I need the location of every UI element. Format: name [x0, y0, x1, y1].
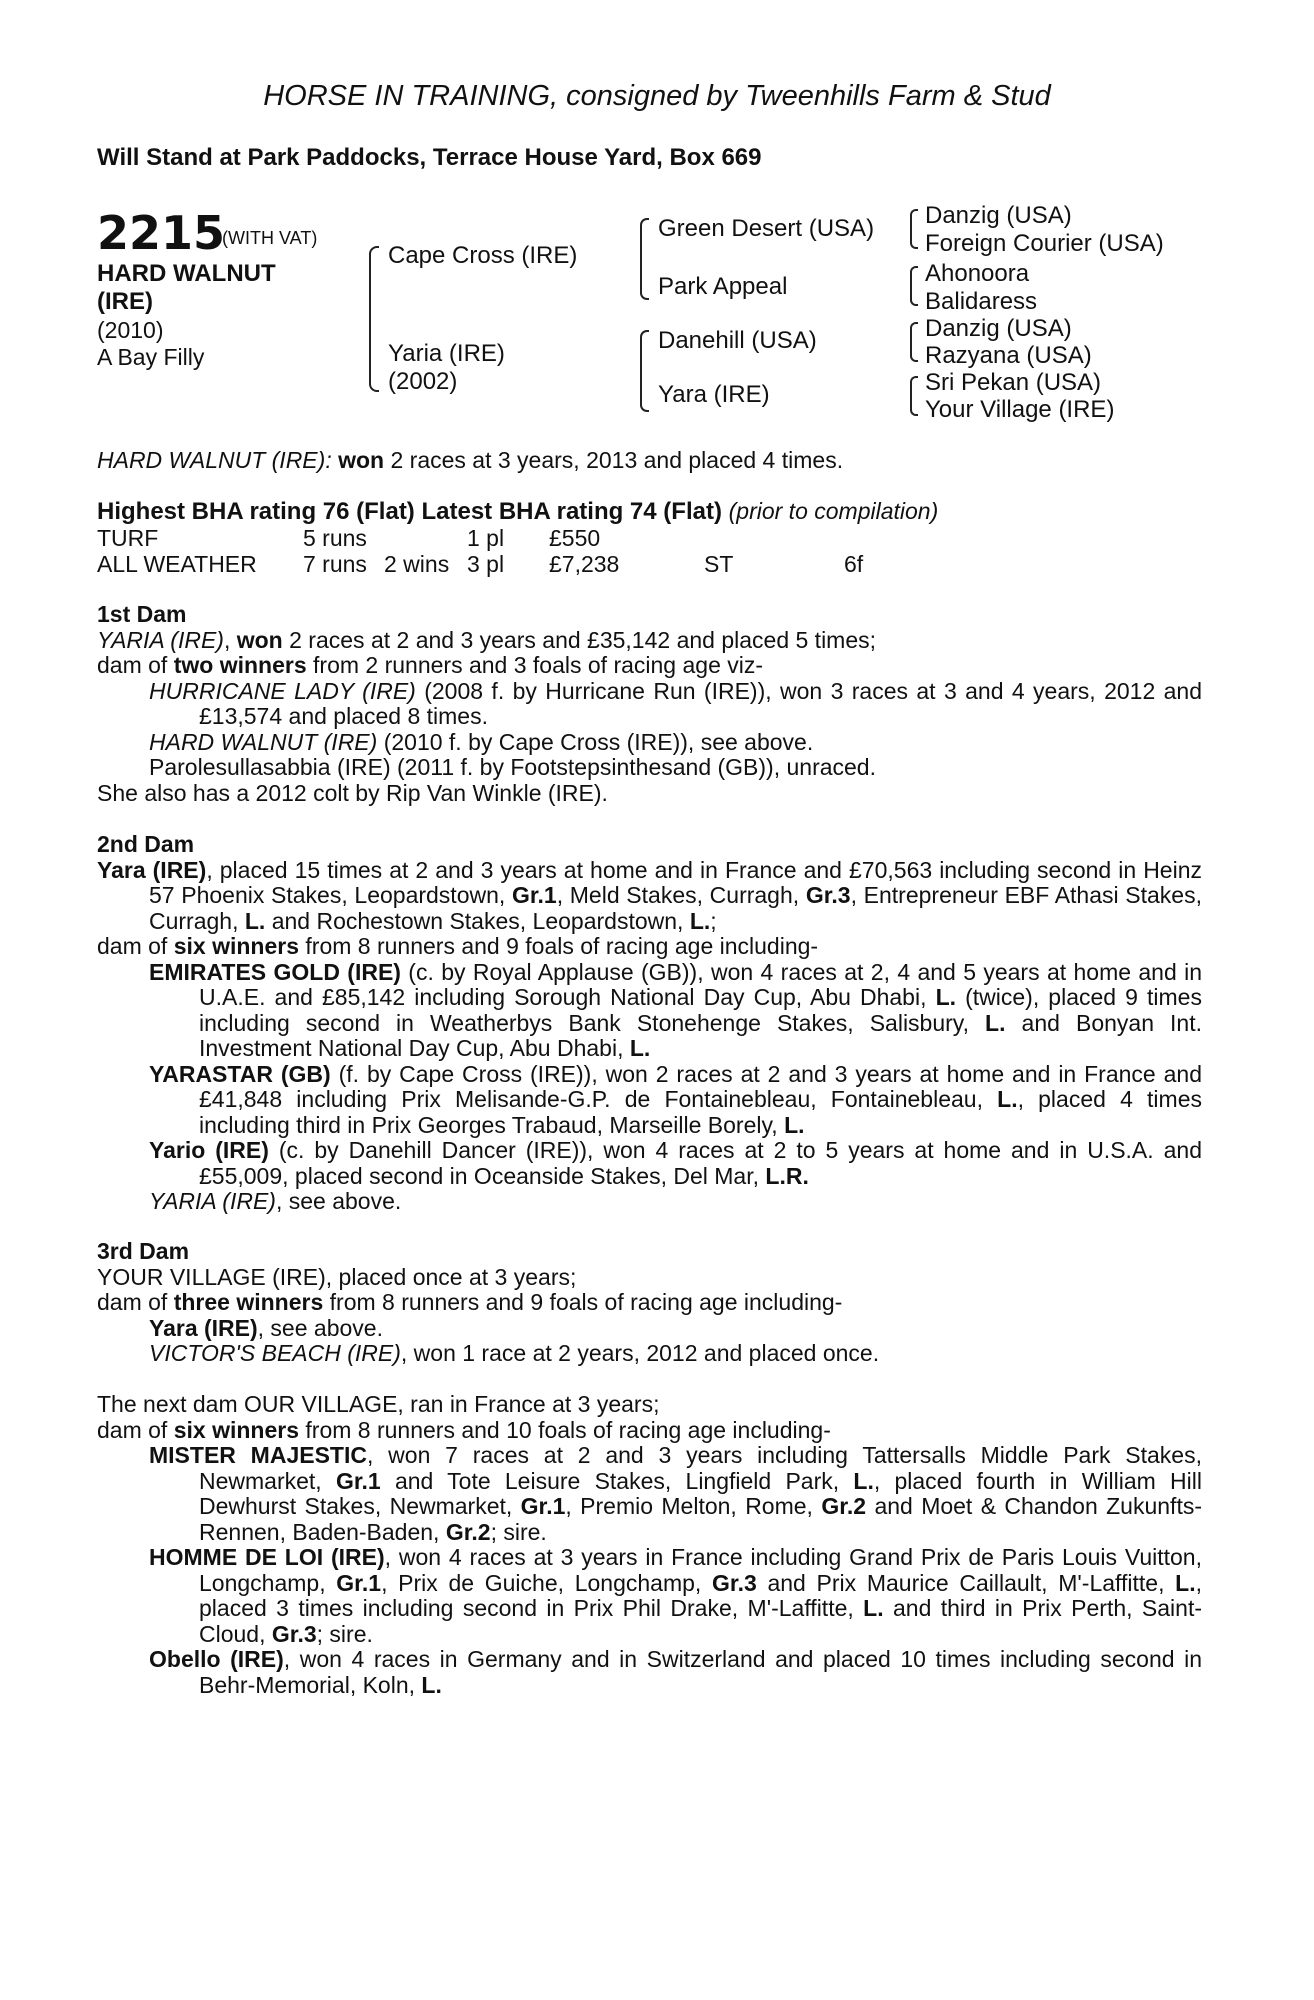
aw-money: £7,238	[549, 551, 620, 577]
pedigree-brace-sire	[640, 218, 649, 300]
homme-de-loi-text-4: , placed 3 times including second in Prix Phil Drake, M'-Laffitte,	[199, 1569, 1203, 1621]
summary-horse-name: HARD WALNUT (IRE)	[97, 447, 326, 473]
homme-de-loi-text-5: and third in Prix Perth, Saint-Cloud,	[199, 1595, 1202, 1647]
first-dam-winners: two winners	[173, 652, 307, 678]
second-dam-winners: six winners	[173, 933, 299, 959]
mister-majestic-g1: Gr.1	[335, 1467, 381, 1494]
pedigree-ssd: Foreign Courier (USA)	[925, 230, 1164, 257]
yaria-ref-name: YARIA (IRE)	[149, 1188, 276, 1214]
pedigree-dam-year: (2002)	[388, 368, 458, 395]
first-dam-record: 2 races at 2 and 3 years and £35,142 and placed 5 times;	[289, 626, 877, 653]
second-dam-text-2: , Meld Stakes, Curragh,	[556, 882, 806, 908]
pedigree-sire: Cape Cross (IRE)	[388, 242, 578, 269]
emirates-gold-text-3: and Bonyan Int. Investment National Day Cup, Abu Dhabi,	[199, 1009, 1202, 1061]
emirates-gold-text-1: (c. by Royal Applause (GB)), won 4 races at 2, 4 and 5 years at home and in U.A.E. and £85,142 including Sorough National Day Cup, Abu Dhabi,	[199, 958, 1203, 1010]
next-dam-damof: dam of	[97, 1416, 168, 1443]
third-dam-section	[97, 1239, 1202, 1367]
emirates-gold-l1: L.	[935, 984, 957, 1010]
next-dam-section	[97, 1392, 1202, 1698]
third-dam-heading: 3rd Dam	[97, 1238, 190, 1264]
first-dam-damof: dam of	[97, 652, 168, 678]
pedigree-sds: Ahonoora	[925, 260, 1030, 287]
summary-colon: :	[325, 447, 332, 473]
second-dam-progeny-2	[97, 1062, 1202, 1139]
third-dam-runners: from 8 runners and 9 foals of racing age including-	[329, 1289, 843, 1315]
second-dam-heading: 2nd Dam	[97, 831, 195, 857]
progeny-2-text: (2010 f. by Cape Cross (IRE)), see above.	[383, 728, 814, 755]
second-dam-name: Yara (IRE)	[97, 856, 207, 883]
second-dam-progeny-4	[97, 1189, 1202, 1215]
homme-de-loi-text-1: , won 4 races at 3 years in France including Grand Prix de Paris Louis Vuitton, Longchamp,	[199, 1544, 1202, 1596]
second-dam-section	[97, 832, 1202, 1215]
obello-name: Obello (IRE)	[149, 1646, 284, 1672]
next-dam-runners: from 8 runners and 10 foals of racing age including-	[305, 1416, 831, 1443]
mister-majestic-g2: Gr.1	[520, 1493, 566, 1519]
second-dam-progeny-3	[97, 1138, 1202, 1189]
vat-note: (WITH VAT)	[222, 228, 318, 248]
pedigree-brace-main	[369, 246, 379, 392]
allweather-row	[97, 551, 1197, 577]
first-dam-sep: ,	[223, 626, 231, 653]
obello-text-1: , won 4 races in Germany and in Switzerland and placed 10 times including second in Behr-Memorial, Koln,	[199, 1646, 1202, 1698]
mister-majestic-text-6: ; sire.	[490, 1518, 547, 1545]
pedigree-dsd: Razyana (USA)	[925, 342, 1092, 369]
next-dam-progeny-1	[97, 1443, 1202, 1545]
aw-distance: 6f	[844, 551, 864, 577]
mister-majestic-text-3: , placed fourth in William Hill Dewhurst Stakes, Newmarket,	[199, 1467, 1202, 1519]
rating-note: (prior to compilation)	[728, 498, 939, 524]
emirates-gold-name: EMIRATES GOLD (IRE)	[149, 958, 401, 985]
pedigree-brace-3	[910, 322, 918, 362]
yario-text-1: (c. by Danehill Dancer (IRE)), won 4 races at 2 to 5 years at home and in U.S.A. and £55,009, placed second in Oceanside Stakes, Del Mar,	[199, 1137, 1202, 1189]
second-dam-text-1: , placed 15 times at 2 and 3 years at home and in France and £70,563 including second in Heinz 57 Phoenix Stakes, Leopardstown,	[149, 856, 1202, 908]
homme-de-loi-text-2: , Prix de Guiche, Longchamp,	[381, 1569, 712, 1596]
mister-majestic-l1: L.	[853, 1467, 874, 1494]
mister-majestic-text-5: and Moet & Chandon Zukunfts-Rennen, Baden-Baden,	[199, 1493, 1202, 1545]
second-dam-text-3: , Entrepreneur EBF Athasi Stakes, Curragh,	[149, 882, 1202, 934]
yarastar-text-2: , placed 4 times including third in Prix Georges Trabaud, Marseille Borely,	[199, 1086, 1202, 1138]
pedigree-ddd: Your Village (IRE)	[925, 396, 1115, 423]
horse-year: (2010)	[97, 317, 164, 343]
rating-bold: Highest BHA rating 76 (Flat) Latest BHA rating 74 (Flat)	[97, 498, 722, 525]
page-title: HORSE IN TRAINING, consigned by Tweenhills Farm & Stud	[263, 80, 1051, 112]
emirates-gold-l3: L.	[629, 1035, 651, 1061]
summary-won: won	[338, 447, 385, 473]
mister-majestic-name: MISTER MAJESTIC	[149, 1442, 367, 1468]
turf-label: TURF	[97, 525, 159, 551]
first-dam-progeny-3: Parolesullasabbia (IRE) (2011 f. by Footstepsinthesand (GB)), unraced.	[149, 754, 876, 780]
yario-name: Yario (IRE)	[149, 1137, 269, 1163]
first-dam-name: YARIA (IRE)	[97, 626, 224, 653]
yaria-ref-text: , see above.	[275, 1188, 402, 1214]
yarastar-text-1: (f. by Cape Cross (IRE)), won 2 races at 2 and 3 years at home and in France and £41,848 including Prix Melisande-G.P. de Fontainebleau, Fontainebleau,	[199, 1060, 1202, 1112]
second-dam-progeny-1	[97, 960, 1202, 1062]
pedigree-dam: Yaria (IRE)	[388, 340, 505, 367]
mister-majestic-text-2: and Tote Leisure Stakes, Lingfield Park,	[380, 1467, 854, 1494]
third-dam-winners: three winners	[173, 1289, 324, 1315]
pedigree-sire-sire: Green Desert (USA)	[658, 215, 875, 242]
rating-line	[97, 498, 938, 526]
first-dam-heading: 1st Dam	[97, 601, 187, 627]
next-dam-record: The next dam OUR VILLAGE, ran in France at 3 years;	[97, 1391, 660, 1417]
race-summary	[97, 448, 1202, 474]
horse-description: A Bay Filly	[97, 344, 205, 370]
pedigree-dam-dam: Yara (IRE)	[658, 381, 770, 408]
yara-ref-text: , see above.	[257, 1314, 383, 1341]
pedigree-brace-4	[910, 376, 918, 416]
first-dam-section	[97, 602, 1202, 806]
mister-majestic-g3: Gr.2	[821, 1493, 867, 1519]
obello-l1: L.	[421, 1671, 442, 1698]
emirates-gold-l2: L.	[985, 1009, 1006, 1036]
homme-de-loi-l1: L.	[1175, 1569, 1196, 1596]
second-dam-runners: from 8 runners and 9 foals of racing age including-	[305, 933, 819, 959]
second-dam-l1: L.	[244, 907, 266, 934]
pedigree-brace-1	[910, 209, 918, 249]
first-dam-won: won	[236, 626, 283, 653]
summary-text: 2 races at 3 years, 2013 and placed 4 times.	[390, 447, 844, 473]
aw-placed: 3 pl	[467, 551, 505, 577]
yario-lr: L.R.	[765, 1162, 809, 1189]
pedigree-brace-dam	[640, 330, 649, 412]
aw-label: ALL WEATHER	[97, 551, 257, 577]
pedigree-sss: Danzig (USA)	[925, 202, 1072, 229]
third-dam-progeny-1	[97, 1316, 1202, 1342]
homme-de-loi-text-6: ; sire.	[316, 1620, 373, 1647]
progeny-2-name: HARD WALNUT (IRE)	[149, 728, 378, 755]
homme-de-loi-g3: Gr.3	[271, 1620, 317, 1647]
progeny-1-text: (2008 f. by Hurricane Run (IRE)), won 3 races at 3 and 4 years, 2012 and £13,574 and placed 8 times.	[199, 677, 1202, 729]
pedigree-sdd: Balidaress	[925, 288, 1038, 315]
progeny-1-name: HURRICANE LADY (IRE)	[149, 677, 416, 704]
second-dam-damof: dam of	[97, 933, 168, 959]
horse-name-line1: HARD WALNUT	[97, 260, 276, 287]
next-dam-winners: six winners	[173, 1416, 299, 1443]
mister-majestic-text-1: , won 7 races at 2 and 3 years including Tattersalls Middle Park Stakes, Newmarket,	[199, 1442, 1202, 1494]
yarastar-name: YARASTAR (GB)	[149, 1060, 331, 1087]
pedigree-dam-sire: Danehill (USA)	[658, 327, 817, 354]
emirates-gold-text-2: (twice), placed 9 times including second in Weatherbys Bank Stonehenge Stakes, Salisbury,	[199, 984, 1202, 1036]
third-dam-damof: dam of	[97, 1289, 168, 1315]
pedigree-dss: Danzig (USA)	[925, 315, 1072, 342]
pedigree-sire-dam: Park Appeal	[658, 273, 788, 300]
pedigree-dds: Sri Pekan (USA)	[925, 369, 1102, 396]
homme-de-loi-text-3: and Prix Maurice Caillault, M'-Laffitte,	[756, 1569, 1176, 1596]
homme-de-loi-g1: Gr.1	[336, 1569, 382, 1596]
turf-runs: 5 runs	[303, 525, 367, 551]
next-dam-progeny-3	[97, 1647, 1202, 1698]
aw-wins: 2 wins	[384, 551, 450, 577]
lot-number: 2215	[97, 206, 226, 260]
yarastar-l2: L.	[784, 1111, 805, 1138]
second-dam-l2: L.	[689, 907, 711, 934]
victors-beach-text: , won 1 race at 2 years, 2012 and placed once.	[400, 1340, 880, 1366]
mister-majestic-text-4: , Premio Melton, Rome,	[565, 1493, 822, 1519]
third-dam-progeny-2	[97, 1341, 1202, 1367]
yarastar-l1: L.	[997, 1086, 1018, 1112]
homme-de-loi-name: HOMME DE LOI (IRE)	[149, 1544, 385, 1570]
first-dam-progeny-2	[97, 730, 1202, 756]
second-dam-gr1: Gr.1	[511, 882, 557, 908]
third-dam-record: YOUR VILLAGE (IRE), placed once at 3 years;	[97, 1263, 577, 1290]
second-dam-text-4: and Rochestown Stakes, Leopardstown,	[265, 907, 690, 934]
homme-de-loi-l2: L.	[863, 1595, 884, 1621]
turf-placed: 1 pl	[467, 525, 505, 551]
aw-going: ST	[704, 551, 734, 577]
homme-de-loi-g2: Gr.3	[712, 1569, 757, 1596]
yara-ref-name: Yara (IRE)	[149, 1314, 258, 1341]
second-dam-record	[97, 858, 1202, 935]
pedigree-brace-2	[910, 266, 918, 306]
turf-row	[97, 525, 1197, 551]
first-dam-note: She also has a 2012 colt by Rip Van Winkle (IRE).	[97, 779, 608, 806]
stand-location: Will Stand at Park Paddocks, Terrace House Yard, Box 669	[97, 144, 762, 171]
turf-money: £550	[549, 525, 601, 551]
horse-name-line2: (IRE)	[97, 288, 153, 315]
next-dam-progeny-2	[97, 1545, 1202, 1647]
victors-beach-name: VICTOR'S BEACH (IRE)	[149, 1340, 401, 1366]
mister-majestic-g4: Gr.2	[445, 1518, 491, 1545]
aw-runs: 7 runs	[303, 551, 367, 577]
second-dam-text-5: ;	[710, 907, 717, 934]
first-dam-progeny-1	[97, 679, 1202, 730]
second-dam-gr3: Gr.3	[805, 882, 851, 908]
first-dam-runners: from 2 runners and 3 foals of racing age viz-	[313, 652, 764, 678]
